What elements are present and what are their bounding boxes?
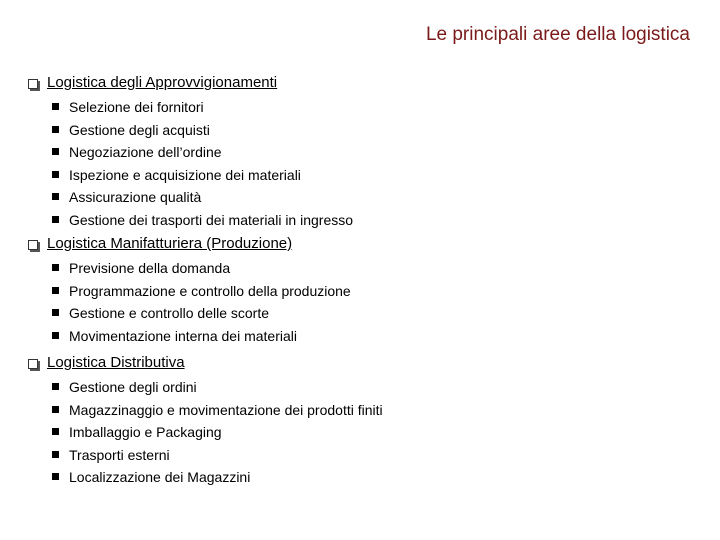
list-item-label: Movimentazione interna dei materiali bbox=[69, 327, 297, 344]
list-item-label: Magazzinaggio e movimentazione dei prodotti finiti bbox=[69, 401, 383, 418]
list-item-label: Gestione degli acquisti bbox=[69, 121, 210, 138]
checkbox-bullet-icon bbox=[28, 79, 38, 89]
list-item-label: Localizzazione dei Magazzini bbox=[69, 469, 251, 485]
square-bullet-icon bbox=[52, 287, 59, 294]
checkbox-bullet-icon bbox=[28, 359, 38, 369]
square-bullet-icon bbox=[52, 103, 59, 110]
list-item-label: Previsione della domanda bbox=[69, 260, 231, 276]
square-bullet-icon bbox=[52, 383, 59, 390]
list-item-label: Gestione dei trasporti dei materiali in ingresso bbox=[69, 211, 354, 228]
list-item-label: Negoziazione dell’ordine bbox=[69, 144, 222, 160]
section-title: Logistica degli Approvvigionamenti bbox=[47, 74, 278, 91]
list-item-label: Imballaggio e Packaging bbox=[69, 424, 222, 440]
square-bullet-icon bbox=[52, 332, 59, 339]
section-title: Logistica Manifatturiera (Produzione) bbox=[47, 235, 293, 252]
list-item-label: Trasporti esterni bbox=[69, 446, 170, 463]
square-bullet-icon bbox=[52, 193, 59, 200]
checkbox-bullet-icon bbox=[28, 240, 38, 250]
list-item-label: Assicurazione qualità bbox=[69, 189, 202, 205]
square-bullet-icon bbox=[52, 451, 59, 458]
square-bullet-icon bbox=[52, 473, 59, 480]
square-bullet-icon bbox=[52, 171, 59, 178]
list-item-label: Gestione e controllo delle scorte bbox=[69, 305, 269, 321]
square-bullet-icon bbox=[52, 148, 59, 155]
square-bullet-icon bbox=[52, 428, 59, 435]
square-bullet-icon bbox=[52, 406, 59, 413]
section-title: Logistica Distributiva bbox=[47, 354, 185, 371]
square-bullet-icon bbox=[52, 216, 59, 223]
list-item-label: Gestione degli ordini bbox=[69, 379, 197, 395]
list-item-label: Programmazione e controllo della produzione bbox=[69, 282, 351, 299]
list-item-label: Selezione dei fornitori bbox=[69, 99, 204, 115]
square-bullet-icon bbox=[52, 264, 59, 271]
square-bullet-icon bbox=[52, 309, 59, 316]
list-item-label: Ispezione e acquisizione dei materiali bbox=[69, 166, 301, 183]
slide-title: Le principali aree della logistica bbox=[425, 24, 690, 45]
square-bullet-icon bbox=[52, 126, 59, 133]
